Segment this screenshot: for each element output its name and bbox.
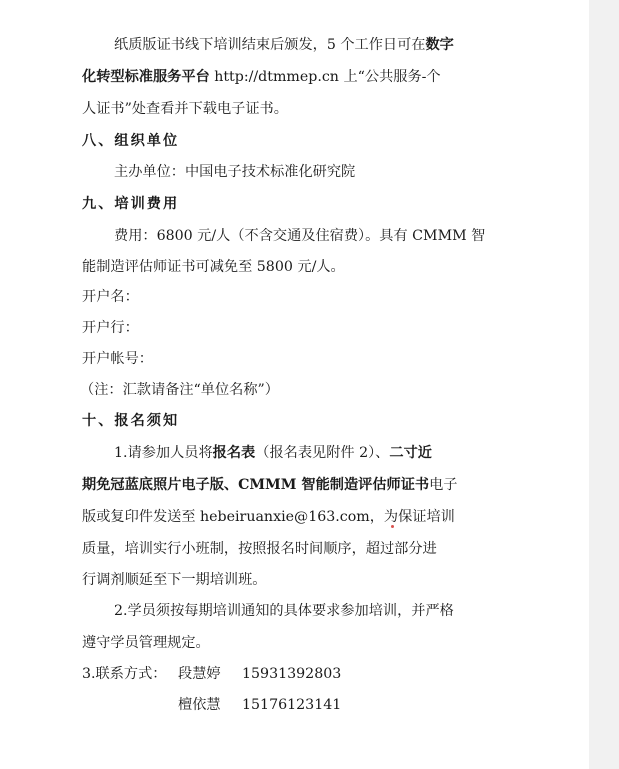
text-segment: 1.请参加人员将 bbox=[114, 445, 213, 461]
platform-name: 化转型标准服务平台 bbox=[82, 69, 210, 85]
remittance-note: （注：汇款请备注“单位名称”） bbox=[80, 382, 279, 398]
registration-line-5: 行调剂顺延至下一期培训班。 bbox=[82, 572, 267, 588]
paragraph-certificate-line-1 bbox=[114, 35, 454, 55]
text-bold: 期免冠蓝底照片电子版、CMMM 智能制造评估师证书 bbox=[82, 477, 430, 493]
fee-line-2: 能制造评估师证书可减免至 5800 元/人。 bbox=[82, 259, 345, 275]
account-number-label: 开户帐号： bbox=[82, 351, 153, 367]
trainee-rules-line-1: 2.学员须按每期培训通知的具体要求参加培训，并严格 bbox=[114, 603, 454, 619]
organizer-text: 主办单位：中国电子技术标准化研究院 bbox=[114, 164, 356, 180]
registration-line-1 bbox=[114, 443, 432, 463]
account-name-label: 开户名： bbox=[82, 289, 139, 305]
contact-label: 3.联系方式： bbox=[82, 666, 167, 682]
contact-phone-2: 15176123141 bbox=[242, 697, 342, 713]
trainee-rules-line-2: 遵守学员管理规定。 bbox=[82, 635, 210, 651]
text-bold: 数字 bbox=[425, 37, 454, 53]
text-segment: （报名表见附件 2）、 bbox=[255, 445, 390, 461]
registration-line-4: 质量，培训实行小班制，按照报名时间顺序，超过部分进 bbox=[82, 541, 437, 557]
account-bank-label: 开户行： bbox=[82, 320, 139, 336]
contact-name-1: 段慧婷 bbox=[178, 666, 221, 682]
text-bold: 二寸近 bbox=[389, 445, 432, 461]
section-8-heading: 八、组织单位 bbox=[82, 133, 180, 149]
paragraph-certificate-line-2 bbox=[82, 67, 441, 87]
text-segment: http://dtmmep.cn 上“公共服务-个 bbox=[209, 69, 441, 85]
text-segment: 电子 bbox=[429, 477, 458, 493]
red-dot-mark bbox=[391, 525, 394, 528]
contact-name-2: 檀依慧 bbox=[178, 697, 221, 713]
contact-phone-1: 15931392803 bbox=[242, 666, 342, 682]
section-10-heading: 十、报名须知 bbox=[82, 413, 180, 429]
text-segment: 纸质版证书线下培训结束后颁发，5 个工作日可在 bbox=[114, 37, 426, 53]
text-bold: 报名表 bbox=[212, 445, 256, 461]
registration-line-3: 版或复印件发送至 hebeiruanxie@163.com，为保证培训 bbox=[82, 509, 455, 525]
section-9-heading: 九、培训费用 bbox=[82, 196, 180, 212]
viewer-side-gutter bbox=[589, 0, 619, 769]
registration-line-2 bbox=[82, 475, 458, 495]
fee-line-1: 费用：6800 元/人（不含交通及住宿费）。具有 CMMM 智 bbox=[114, 228, 486, 244]
paragraph-certificate-line-3: 人证书”处查看并下载电子证书。 bbox=[82, 101, 288, 117]
